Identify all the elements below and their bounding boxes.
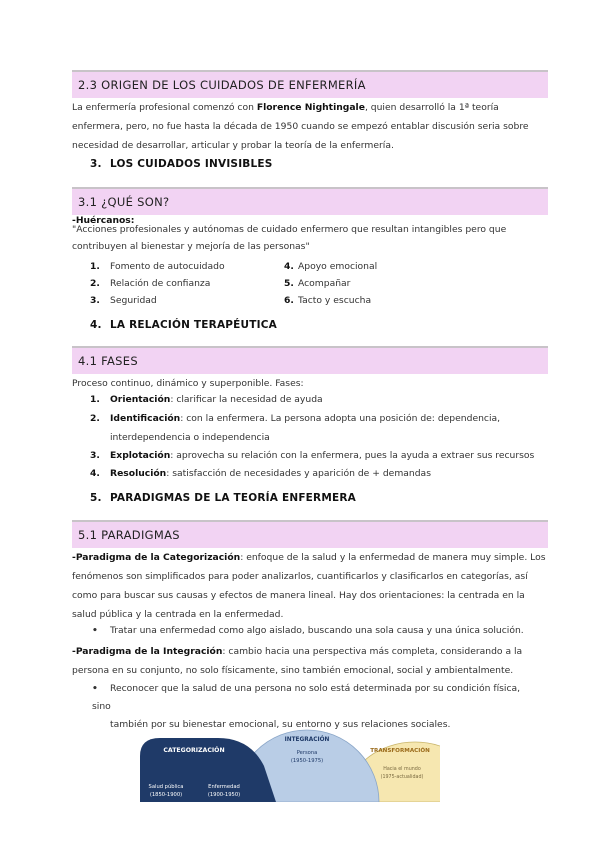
section-number: 4. <box>90 319 102 331</box>
paragraph-text: La enfermería profesional comenzó con <box>72 102 257 113</box>
list-item: 3. Seguridad <box>90 295 157 306</box>
phase-item: 2. Identificación: con la enfermera. La persona adopta una posición de: dependencia, <box>90 413 501 424</box>
paragraph-text: , quien desarrolló la 1ª teoría enfermera, pero, no fue hasta la década de 1950 cuando se empezó entablar discusión seria sobre necesidad de desarrollar, articular y probar la teoría de la enfermería. <box>72 102 529 151</box>
definition-quote <box>72 221 550 255</box>
author-text: -Huércanos: <box>72 215 135 226</box>
categorization-title: CATEGORIZACIÓN <box>163 747 225 754</box>
section-title-text: LA RELACIÓN TERAPÉUTICA <box>110 319 277 331</box>
phase-item: 3. Explotación: aprovecha su relación con la enfermera, pues la ayuda a extraer sus recursos <box>90 450 535 461</box>
bullet-icon: • <box>92 625 98 636</box>
intro-text: Proceso continuo, dinámico y superponible. Fases: <box>72 378 304 389</box>
paradigm-name: -Paradigma de la Integración <box>72 646 223 657</box>
transformation-title: TRANSFORMACIÓN <box>370 748 430 754</box>
heading-text: 4.1 FASES <box>78 354 138 368</box>
section-title-4 <box>90 319 277 331</box>
persona-years: (1950-1975) <box>290 758 324 764</box>
integration-title: INTEGRACIÓN <box>284 737 330 743</box>
paragraph-text: : enfoque de la salud y la enfermedad de manera muy simple. Los fenómenos son simplificados para poder analizarlos, cuantificarlos y clasificarlos en categorías, así como para buscar sus causas y efectos de manera lineal. Hay dos orientaciones: la centrada en la salud pública y la centrada en la enfermedad. <box>72 552 546 620</box>
quote-text: "Acciones profesionales y autónomas de cuidado enfermero que resultan intangibles pero que contribuyen al bienestar y mejoría de las personas" <box>72 224 507 252</box>
enfermedad-label: Enfermedad <box>208 784 240 790</box>
nightingale-paragraph <box>72 98 550 155</box>
section-number: 5. <box>90 492 102 504</box>
paradigm-name: -Paradigma de la Categorización <box>72 552 241 563</box>
list-item: 4. Apoyo emocional <box>284 261 378 272</box>
list-item: 6. Tacto y escucha <box>284 295 372 306</box>
enfermedad-years: (1900-1950) <box>207 792 241 798</box>
phase-item: 4. Resolución: satisfacción de necesidades y aparición de + demandas <box>90 468 431 479</box>
bullet-item <box>92 622 532 640</box>
paragraph-text: : cambio hacia una perspectiva más completa, considerando a la persona en su conjunto, no solo físicamente, sino también emocional, social y ambientalmente. <box>72 646 523 676</box>
salud-publica-years: (1850-1900) <box>149 792 183 798</box>
phase-item: 1. Orientación: clarificar la necesidad de ayuda <box>90 394 323 405</box>
bullet-text-continuation: también por su bienestar emocional, su entorno y sus relaciones sociales. <box>110 719 451 730</box>
phase-item-continuation: interdependencia o independencia <box>110 432 270 443</box>
section-heading-5-1 <box>72 520 548 548</box>
section-title-text: PARADIGMAS DE LA TEORÍA ENFERMERA <box>110 492 356 504</box>
list-item: 1. Fomento de autocuidado <box>90 261 225 272</box>
apertura-years: (1975-actualidad) <box>380 775 424 780</box>
nightingale-name: Florence Nightingale <box>256 102 365 113</box>
paradigms-diagram <box>140 726 440 802</box>
bullet-text: Reconocer que la salud de una persona no solo está determinada por su condición física, sino <box>92 683 521 712</box>
list-item: 2. Relación de confianza <box>90 278 211 289</box>
list-item: 5. Acompañar <box>284 278 351 289</box>
persona-label: Persona <box>296 750 318 756</box>
section-heading-4-1 <box>72 346 548 374</box>
bullet-text: Tratar una enfermedad como algo aislado, buscando una sola causa y una única solución. <box>110 625 524 636</box>
section-heading-2-3 <box>72 70 548 98</box>
bullet-icon: • <box>92 683 98 694</box>
section-title-3 <box>90 158 273 170</box>
apertura-label: Hacia el mundo <box>383 767 421 772</box>
section-number: 3. <box>90 158 102 170</box>
salud-publica-label: Salud pública <box>148 784 184 790</box>
heading-text: 5.1 PARADIGMAS <box>78 528 180 542</box>
heading-text: 2.3 ORIGEN DE LOS CUIDADOS DE ENFERMERÍA <box>78 78 366 92</box>
categorization-paragraph <box>72 548 550 624</box>
heading-text: 3.1 ¿QUÉ SON? <box>78 195 170 209</box>
phases-intro <box>72 374 550 393</box>
section-title-5 <box>90 492 356 504</box>
section-title-text: LOS CUIDADOS INVISIBLES <box>110 158 273 170</box>
integration-paragraph <box>72 642 550 680</box>
